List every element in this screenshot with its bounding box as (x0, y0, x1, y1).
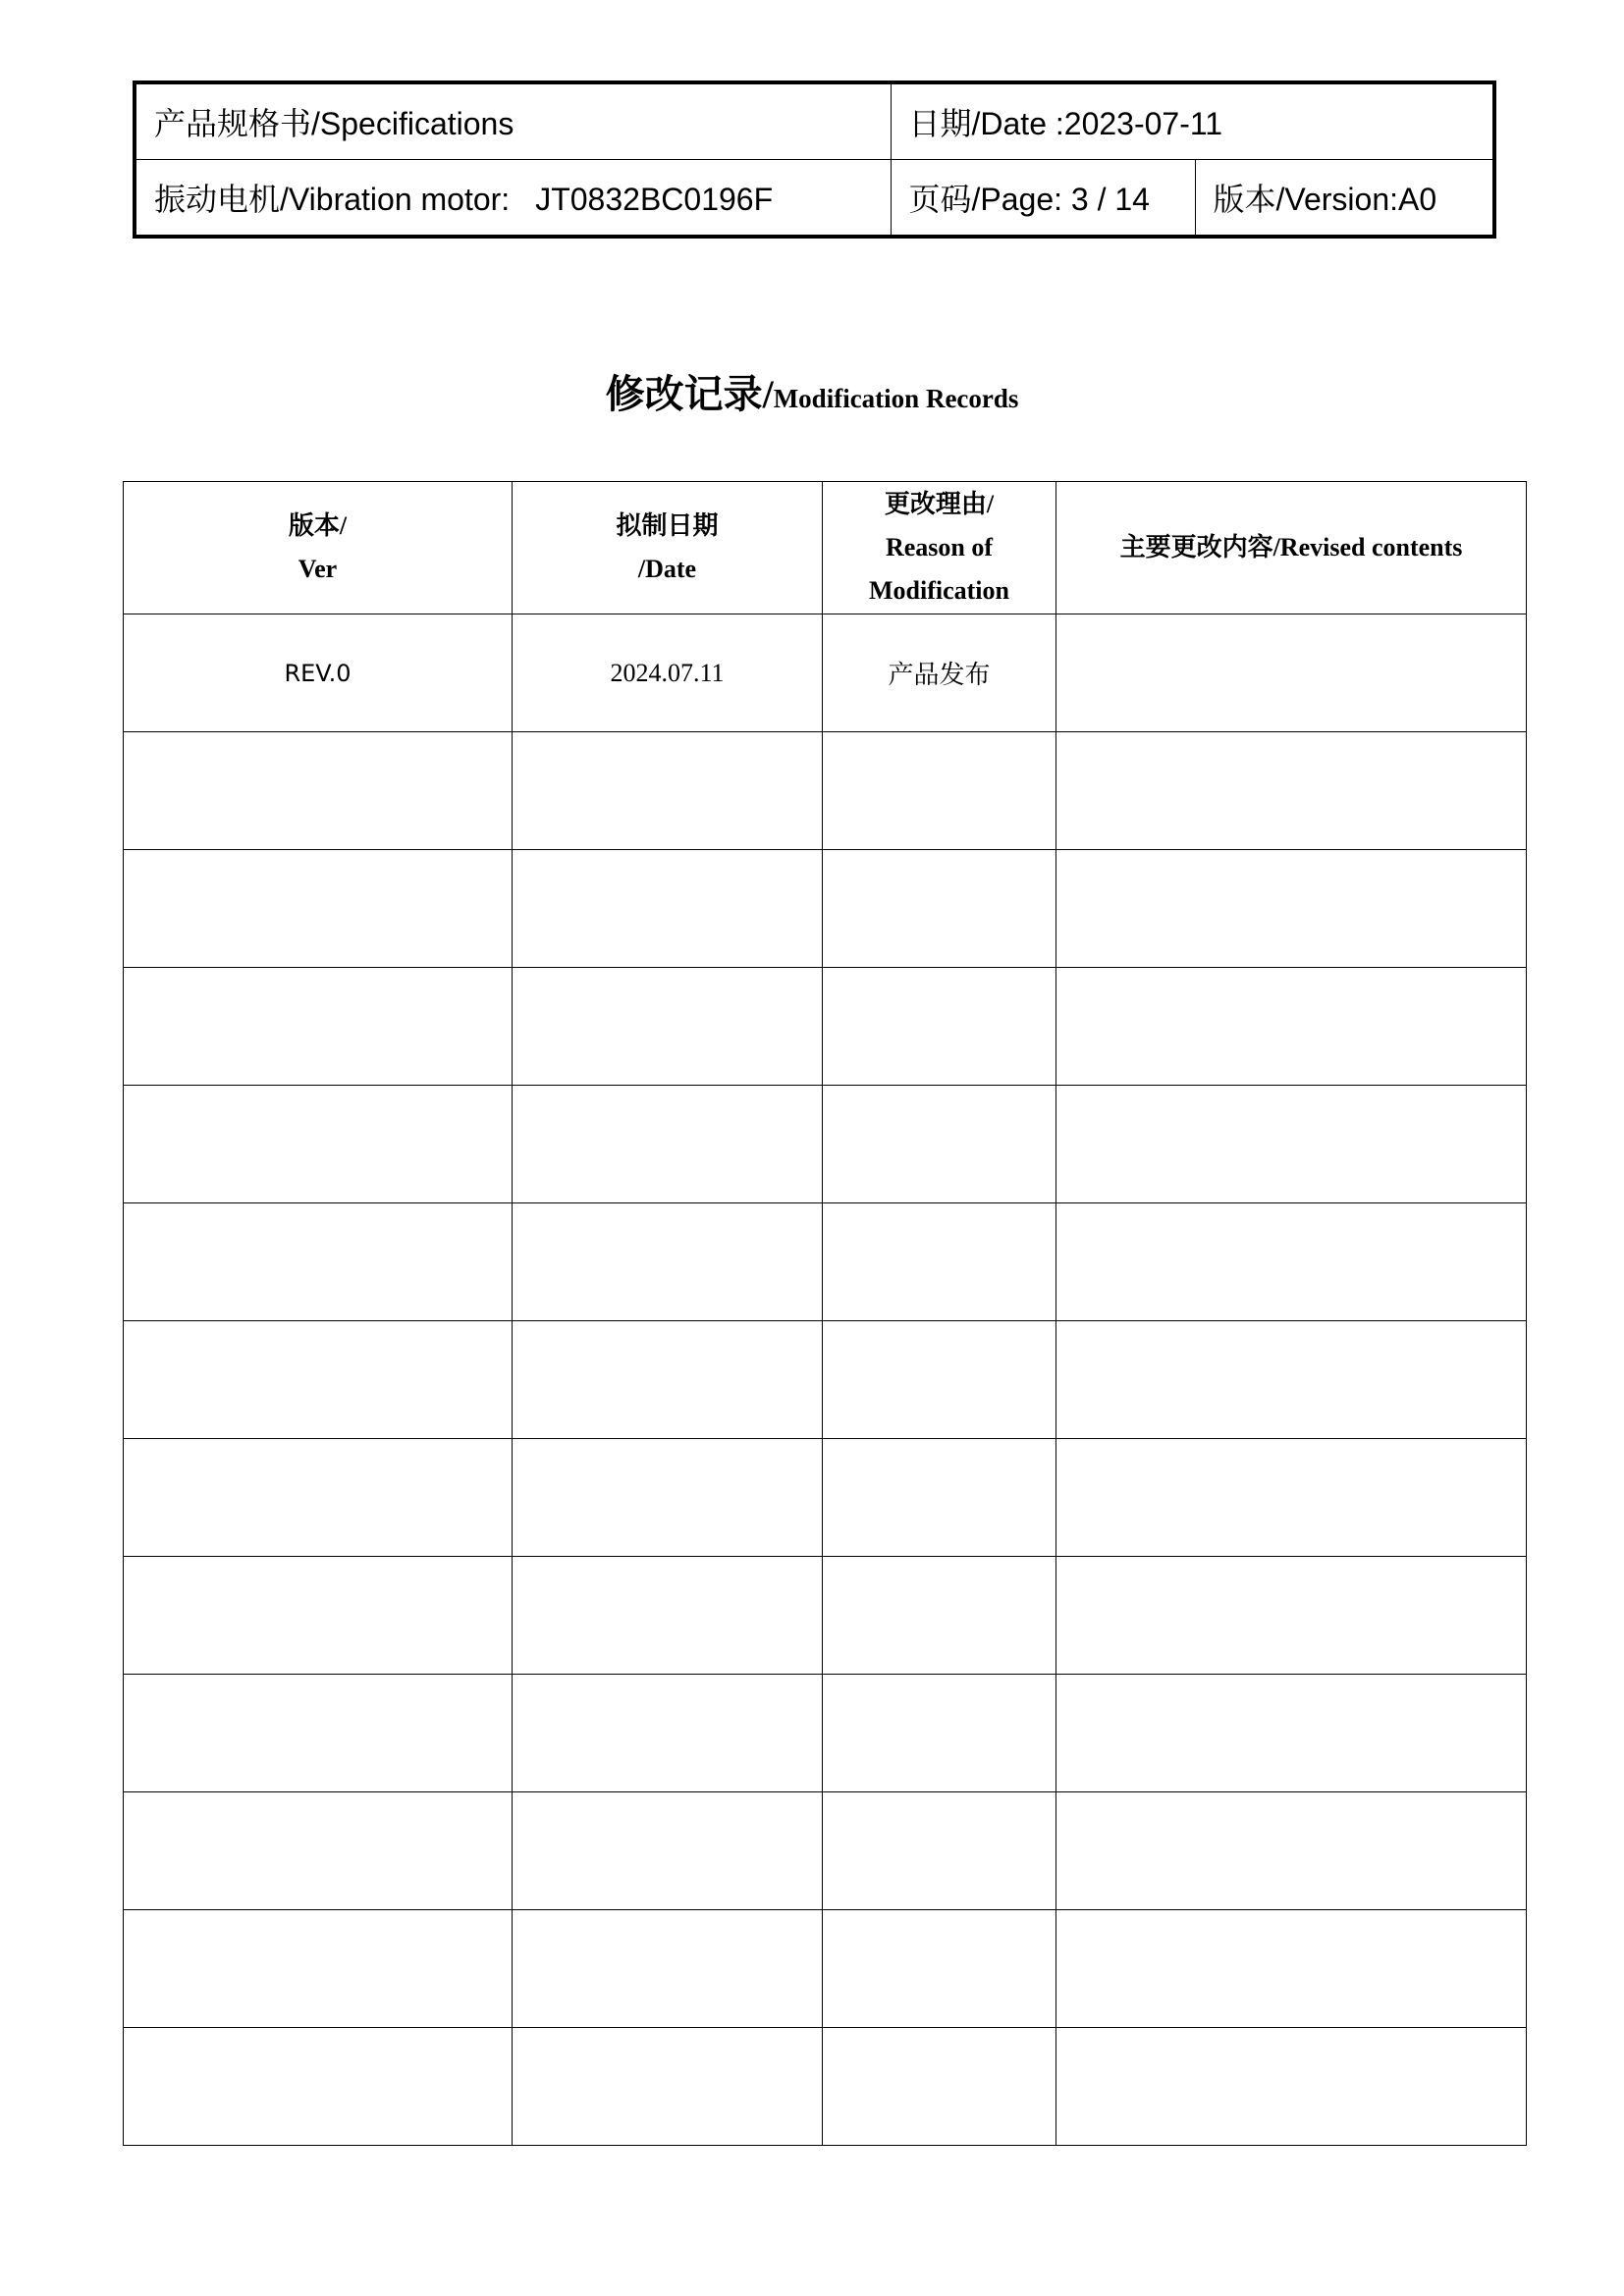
record-reason-cell (823, 732, 1056, 850)
record-date-cell (513, 1086, 823, 1203)
table-row (124, 1675, 1527, 1792)
table-header-row (124, 482, 1527, 614)
date-label: 日期/Date :2023-07-11 (891, 82, 1494, 160)
record-date-cell (513, 968, 823, 1086)
records-body (124, 614, 1527, 2146)
table-row (124, 968, 1527, 1086)
table-row (124, 850, 1527, 968)
spec-label: 产品规格书/Specifications (135, 82, 891, 160)
column-header-line: Modification (869, 576, 1009, 605)
record-contents-cell (1056, 1557, 1527, 1675)
record-contents-cell (1056, 1321, 1527, 1439)
record-reason-cell (823, 1321, 1056, 1439)
product-cell (135, 160, 891, 238)
record-contents-cell (1056, 968, 1527, 1086)
column-header-line: 版本/ (288, 511, 348, 540)
record-date-cell (513, 1675, 823, 1792)
record-reason-cell (823, 1675, 1056, 1792)
column-header-line: 主要更改内容/Revised contents (1119, 533, 1463, 561)
table-row (124, 1086, 1527, 1203)
record-reason-cell (823, 1086, 1056, 1203)
table-row (124, 614, 1527, 732)
column-header-line: /Date (637, 555, 697, 583)
page-label: 页码/Page: 3 / 14 (891, 160, 1195, 238)
record-version-cell (124, 1910, 513, 2028)
record-version-cell (124, 1557, 513, 1675)
record-version-cell (124, 1086, 513, 1203)
record-contents-cell (1056, 1675, 1527, 1792)
version-label: 版本/Version:A0 (1195, 160, 1494, 238)
record-date-cell (513, 1439, 823, 1557)
record-version-cell (124, 1203, 513, 1321)
record-contents-cell (1056, 614, 1527, 732)
table-row (124, 1792, 1527, 1910)
modification-records-table (123, 481, 1527, 2146)
column-header-contents (1056, 482, 1527, 614)
table-row (124, 1557, 1527, 1675)
record-version-cell (124, 1675, 513, 1792)
column-header-date (513, 482, 823, 614)
table-row (124, 1321, 1527, 1439)
record-date-cell (513, 1792, 823, 1910)
column-header-reason (823, 482, 1056, 614)
record-version-cell: REV.0 (124, 614, 513, 732)
record-date-cell (513, 1557, 823, 1675)
record-reason-cell (823, 1557, 1056, 1675)
record-reason-cell (823, 850, 1056, 968)
record-date-cell: 2024.07.11 (513, 614, 823, 732)
table-row (124, 732, 1527, 850)
title-zh: 修改记录/ (605, 372, 774, 416)
table-row (124, 1910, 1527, 2028)
table-row (124, 1203, 1527, 1321)
column-header-line: 更改理由/ (884, 490, 995, 518)
record-reason-cell (823, 1792, 1056, 1910)
product-label: 振动电机/Vibration motor: (154, 182, 511, 217)
record-reason-cell (823, 968, 1056, 1086)
record-date-cell (513, 732, 823, 850)
record-reason-cell (823, 1203, 1056, 1321)
record-contents-cell (1056, 1910, 1527, 2028)
record-contents-cell (1056, 1792, 1527, 1910)
record-reason-cell (823, 1910, 1056, 2028)
table-row (124, 2028, 1527, 2146)
record-date-cell (513, 2028, 823, 2146)
record-contents-cell (1056, 850, 1527, 968)
record-contents-cell (1056, 1203, 1527, 1321)
column-header-version (124, 482, 513, 614)
record-contents-cell (1056, 732, 1527, 850)
record-version-cell (124, 968, 513, 1086)
record-contents-cell (1056, 1439, 1527, 1557)
part-number: JT0832BC0196F (535, 182, 774, 217)
record-version-cell (124, 732, 513, 850)
record-date-cell (513, 1321, 823, 1439)
column-header-line: 拟制日期 (616, 511, 719, 540)
column-header-line: Reason of (885, 533, 994, 561)
record-version-cell (124, 850, 513, 968)
record-version-cell (124, 1321, 513, 1439)
title-en: Modification Records (773, 384, 1019, 413)
record-date-cell (513, 850, 823, 968)
document-header-table (133, 80, 1496, 239)
record-date-cell (513, 1910, 823, 2028)
record-reason-cell: 产品发布 (823, 614, 1056, 732)
record-version-cell (124, 2028, 513, 2146)
record-reason-cell (823, 1439, 1056, 1557)
record-contents-cell (1056, 2028, 1527, 2146)
record-reason-cell (823, 2028, 1056, 2146)
record-version-cell (124, 1792, 513, 1910)
record-version-cell (124, 1439, 513, 1557)
record-date-cell (513, 1203, 823, 1321)
table-row (124, 1439, 1527, 1557)
record-contents-cell (1056, 1086, 1527, 1203)
column-header-line: Ver (298, 555, 338, 583)
page-title (0, 363, 1624, 419)
